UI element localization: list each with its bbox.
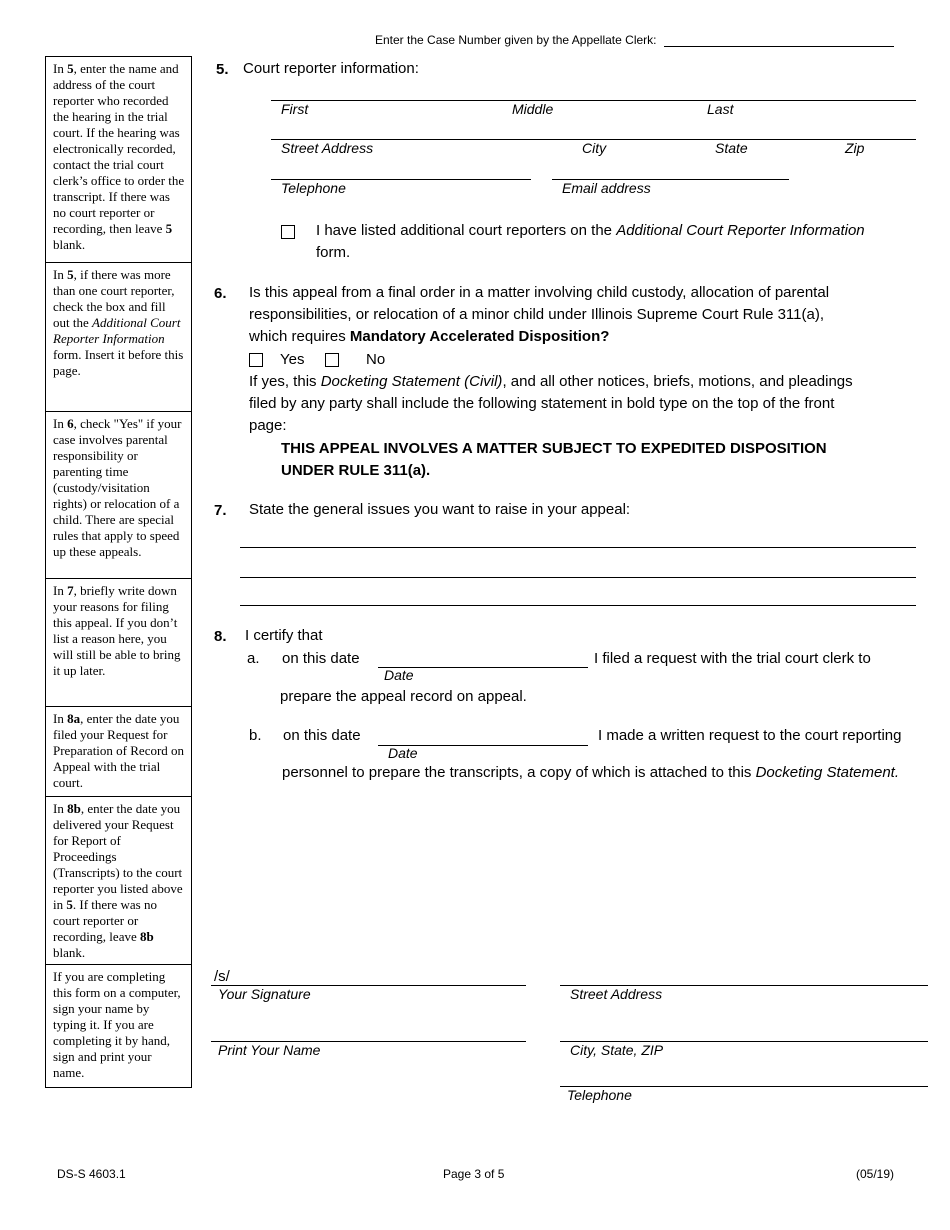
signature-label: Your Signature bbox=[218, 986, 311, 1002]
q6-expedited-statement: THIS APPEAL INVOLVES A MATTER SUBJECT TO EXPEDITED DISPOSITION UNDER RULE 311(a). bbox=[281, 440, 827, 479]
q6-question: Is this appeal from a final order in a matter involving child custody, allocation of parental responsibilities, or relocation of a minor child under Illinois Supreme Court Rule 311(a), which requires Mandatory Accelerated Disposition? bbox=[249, 284, 830, 345]
q6-no-label: No bbox=[366, 351, 386, 368]
q8a-date-label: Date bbox=[384, 667, 414, 683]
instruction-box-signature: If you are completing this form on a computer, sign your name by typing it. If you are completing it by hand, sign and print your name. bbox=[53, 969, 181, 1080]
case-number-input[interactable] bbox=[664, 46, 894, 47]
street-address-label: Street Address bbox=[281, 140, 374, 156]
case-number-label: Enter the Case Number given by the Appellate Clerk: bbox=[375, 33, 657, 47]
q6-yes-checkbox[interactable] bbox=[249, 353, 263, 367]
zip-label: Zip bbox=[845, 140, 865, 156]
signature-prefix: /s/ bbox=[214, 968, 230, 985]
city-label: City bbox=[582, 140, 607, 156]
q5-title: Court reporter information: bbox=[243, 60, 419, 77]
telephone-label: Telephone bbox=[281, 180, 346, 196]
print-name-label: Print Your Name bbox=[218, 1042, 321, 1058]
instruction-box-5-additional: In 5, if there was more than one court reporter, check the box and fill out the Additional Court Reporter Information form. Insert it before this page. bbox=[46, 263, 191, 412]
issues-line-2[interactable] bbox=[240, 577, 916, 578]
signer-street-label: Street Address bbox=[570, 986, 663, 1002]
instruction-box-8b: In 8b, enter the date you delivered your Request for Report of Proceedings (Transcripts) to the court reporter you listed above in 5. If there was no court reporter or recording, leave 8b blank. bbox=[46, 797, 191, 965]
signer-city-label: City, State, ZIP bbox=[570, 1042, 664, 1058]
q8-number: 8. bbox=[214, 628, 227, 645]
last-name-label: Last bbox=[707, 101, 734, 117]
q8-intro: I certify that bbox=[245, 627, 323, 644]
q8a-on-this-date: on this date bbox=[282, 650, 360, 667]
form-id: DS-S 4603.1 bbox=[57, 1167, 126, 1181]
q8b-date-label: Date bbox=[388, 745, 418, 761]
q6-no-checkbox[interactable] bbox=[325, 353, 339, 367]
q7-question: State the general issues you want to raise in your appeal: bbox=[249, 501, 631, 518]
q8b-letter: b. bbox=[249, 727, 262, 744]
q5-number: 5. bbox=[216, 61, 229, 78]
instruction-box-6: In 6, check "Yes" if your case involves parental responsibility or parenting time (custody/visitation rights) or relocation of a child. There are special rules that apply to speed up these appeals. bbox=[46, 412, 191, 579]
reporter-name-field[interactable] bbox=[271, 100, 916, 101]
instructions-sidebar bbox=[45, 56, 192, 1088]
instruction-box-7: In 7, briefly write down your reasons for filing this appeal. If you don’t list a reason here, you will still be able to bring it up later. bbox=[46, 579, 191, 707]
issues-line-3[interactable] bbox=[240, 605, 916, 606]
q8b-continued: personnel to prepare the transcripts, a copy of which is attached to this Docketing Statement. bbox=[282, 764, 900, 781]
q8a-letter: a. bbox=[247, 650, 260, 667]
first-name-label: First bbox=[281, 101, 309, 117]
q8a-continued: prepare the appeal record on appeal. bbox=[280, 688, 527, 705]
instruction-box-5: In 5, enter the name and address of the court reporter who recorded the hearing in the trial court. If the hearing was electronically recorded, contact the trial court clerk’s office to order the transcript. If there was no court reporter or recording, then leave 5 blank. bbox=[46, 57, 191, 263]
q6-number: 6. bbox=[214, 285, 227, 302]
form-revision: (05/19) bbox=[856, 1167, 895, 1181]
q8a-text: I filed a request with the trial court clerk to bbox=[594, 650, 871, 667]
issues-line-1[interactable] bbox=[240, 547, 916, 548]
q8b-text: I made a written request to the court reporting bbox=[598, 727, 902, 744]
q8b-on-this-date: on this date bbox=[283, 727, 361, 744]
middle-name-label: Middle bbox=[512, 101, 554, 117]
q6-yes-label: Yes bbox=[280, 351, 305, 368]
additional-reporters-text: I have listed additional court reporters on the Additional Court Reporter Information form. bbox=[316, 222, 865, 261]
case-number-header bbox=[375, 33, 656, 47]
additional-reporters-checkbox[interactable] bbox=[281, 225, 295, 239]
signer-telephone-label: Telephone bbox=[567, 1087, 632, 1103]
page-number: Page 3 of 5 bbox=[443, 1167, 505, 1181]
q6-note: If yes, this Docketing Statement (Civil), and all other notices, briefs, motions, and pleadings filed by any party shall include the following statement in bold type on the top of the front page: bbox=[249, 373, 853, 434]
state-label: State bbox=[715, 140, 748, 156]
instruction-box-8a: In 8a, enter the date you filed your Request for Preparation of Record on Appeal with the trial court. bbox=[46, 707, 191, 797]
q7-number: 7. bbox=[214, 502, 227, 519]
email-label: Email address bbox=[562, 180, 651, 196]
